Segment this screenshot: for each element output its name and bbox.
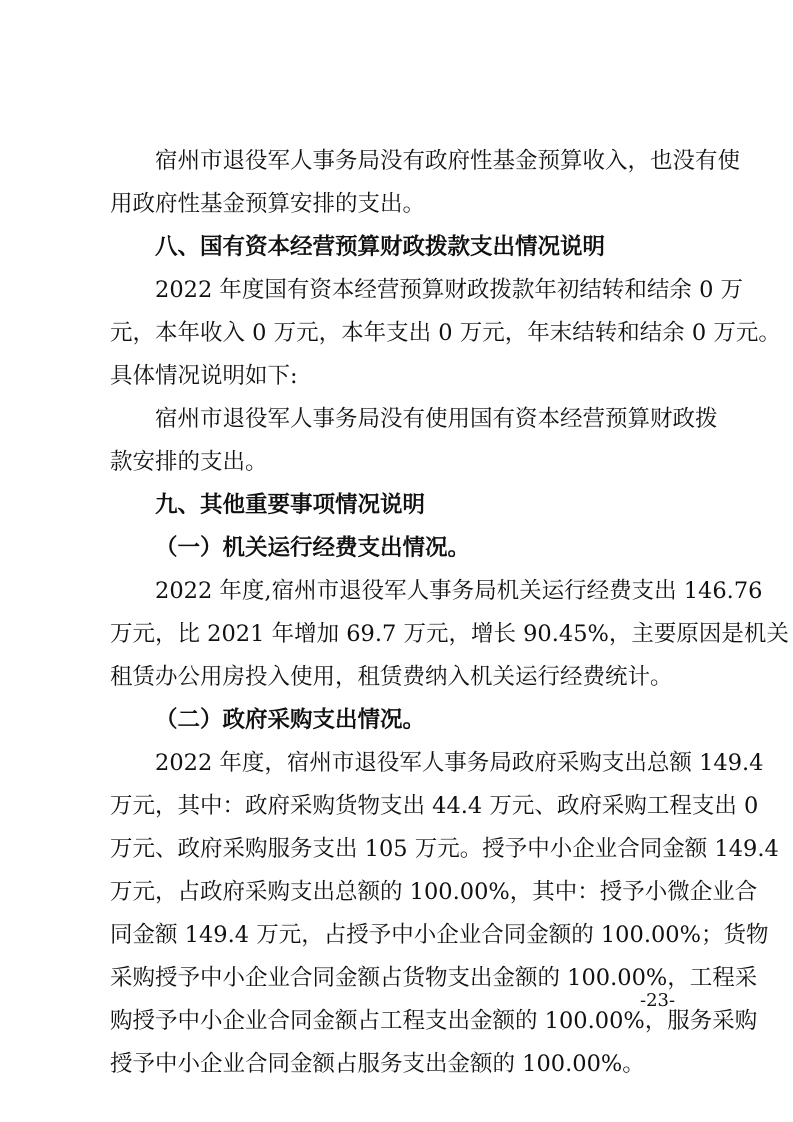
text-line: 2022 年度,宿州市退役军人事务局机关运行经费支出 146.76	[155, 578, 763, 604]
text-line: 宿州市退役军人事务局没有政府性基金预算收入，也没有使	[155, 148, 741, 174]
paragraph-state-capital	[110, 269, 744, 312]
text-line: 款安排的支出。	[110, 449, 268, 475]
text-line: 同金额 149.4 万元，占授予中小企业合同金额的 100.00%；货物	[110, 922, 769, 948]
paragraph-procurement	[110, 742, 764, 785]
body-text	[110, 140, 789, 1086]
text-line: 元，本年收入 0 万元，本年支出 0 万元，年末结转和结余 0 万元。	[110, 320, 781, 346]
text-line: 具体情况说明如下:	[110, 363, 298, 389]
section-heading-9: 九、其他重要事项情况说明	[155, 492, 426, 518]
paragraph-procurement-cont	[110, 785, 779, 1086]
text-line: 采购授予中小企业合同金额占货物支出金额的 100.00%，工程采	[110, 965, 758, 991]
text-line: 购授予中小企业合同金额占工程支出金额的 100.00%，服务采购	[110, 1008, 758, 1034]
text-line: 2022 年度，宿州市退役军人事务局政府采购支出总额 149.4	[155, 750, 764, 776]
paragraph-operating-costs	[110, 570, 763, 613]
text-line: 2022 年度国有资本经营预算财政拨款年初结转和结余 0 万	[155, 277, 744, 303]
text-line: 万元，其中：政府采购货物支出 44.4 万元、政府采购工程支出 0	[110, 793, 759, 819]
paragraph-state-capital-detail-cont	[110, 441, 690, 484]
text-line: 万元、政府采购服务支出 105 万元。授予中小企业合同金额 149.4	[110, 836, 779, 862]
paragraph-state-capital-cont	[110, 312, 781, 398]
paragraph-operating-costs-cont	[110, 613, 789, 699]
section-heading-8: 八、国有资本经营预算财政拨款支出情况说明	[155, 234, 606, 260]
paragraph-state-capital-detail	[110, 398, 718, 441]
page-number: -23-	[640, 990, 676, 1011]
subsection-heading-9-2: （二）政府采购支出情况。	[155, 707, 426, 733]
text-line: 万元，占政府采购支出总额的 100.00%，其中：授予小微企业合	[110, 879, 758, 905]
text-line: 租赁办公用房投入使用，租赁费纳入机关运行经费统计。	[110, 664, 673, 690]
text-line: 万元，比 2021 年增加 69.7 万元，增长 90.45%，主要原因是机关	[110, 621, 789, 647]
text-line: 授予中小企业合同金额占服务支出金额的 100.00%。	[110, 1051, 645, 1077]
subsection-heading-9-1: （一）机关运行经费支出情况。	[155, 535, 471, 561]
text-line: 用政府性基金预算安排的支出。	[110, 191, 426, 217]
paragraph-gov-fund	[110, 140, 741, 183]
text-line: 宿州市退役军人事务局没有使用国有资本经营预算财政拨	[155, 406, 718, 432]
paragraph-gov-fund-cont	[110, 183, 690, 226]
